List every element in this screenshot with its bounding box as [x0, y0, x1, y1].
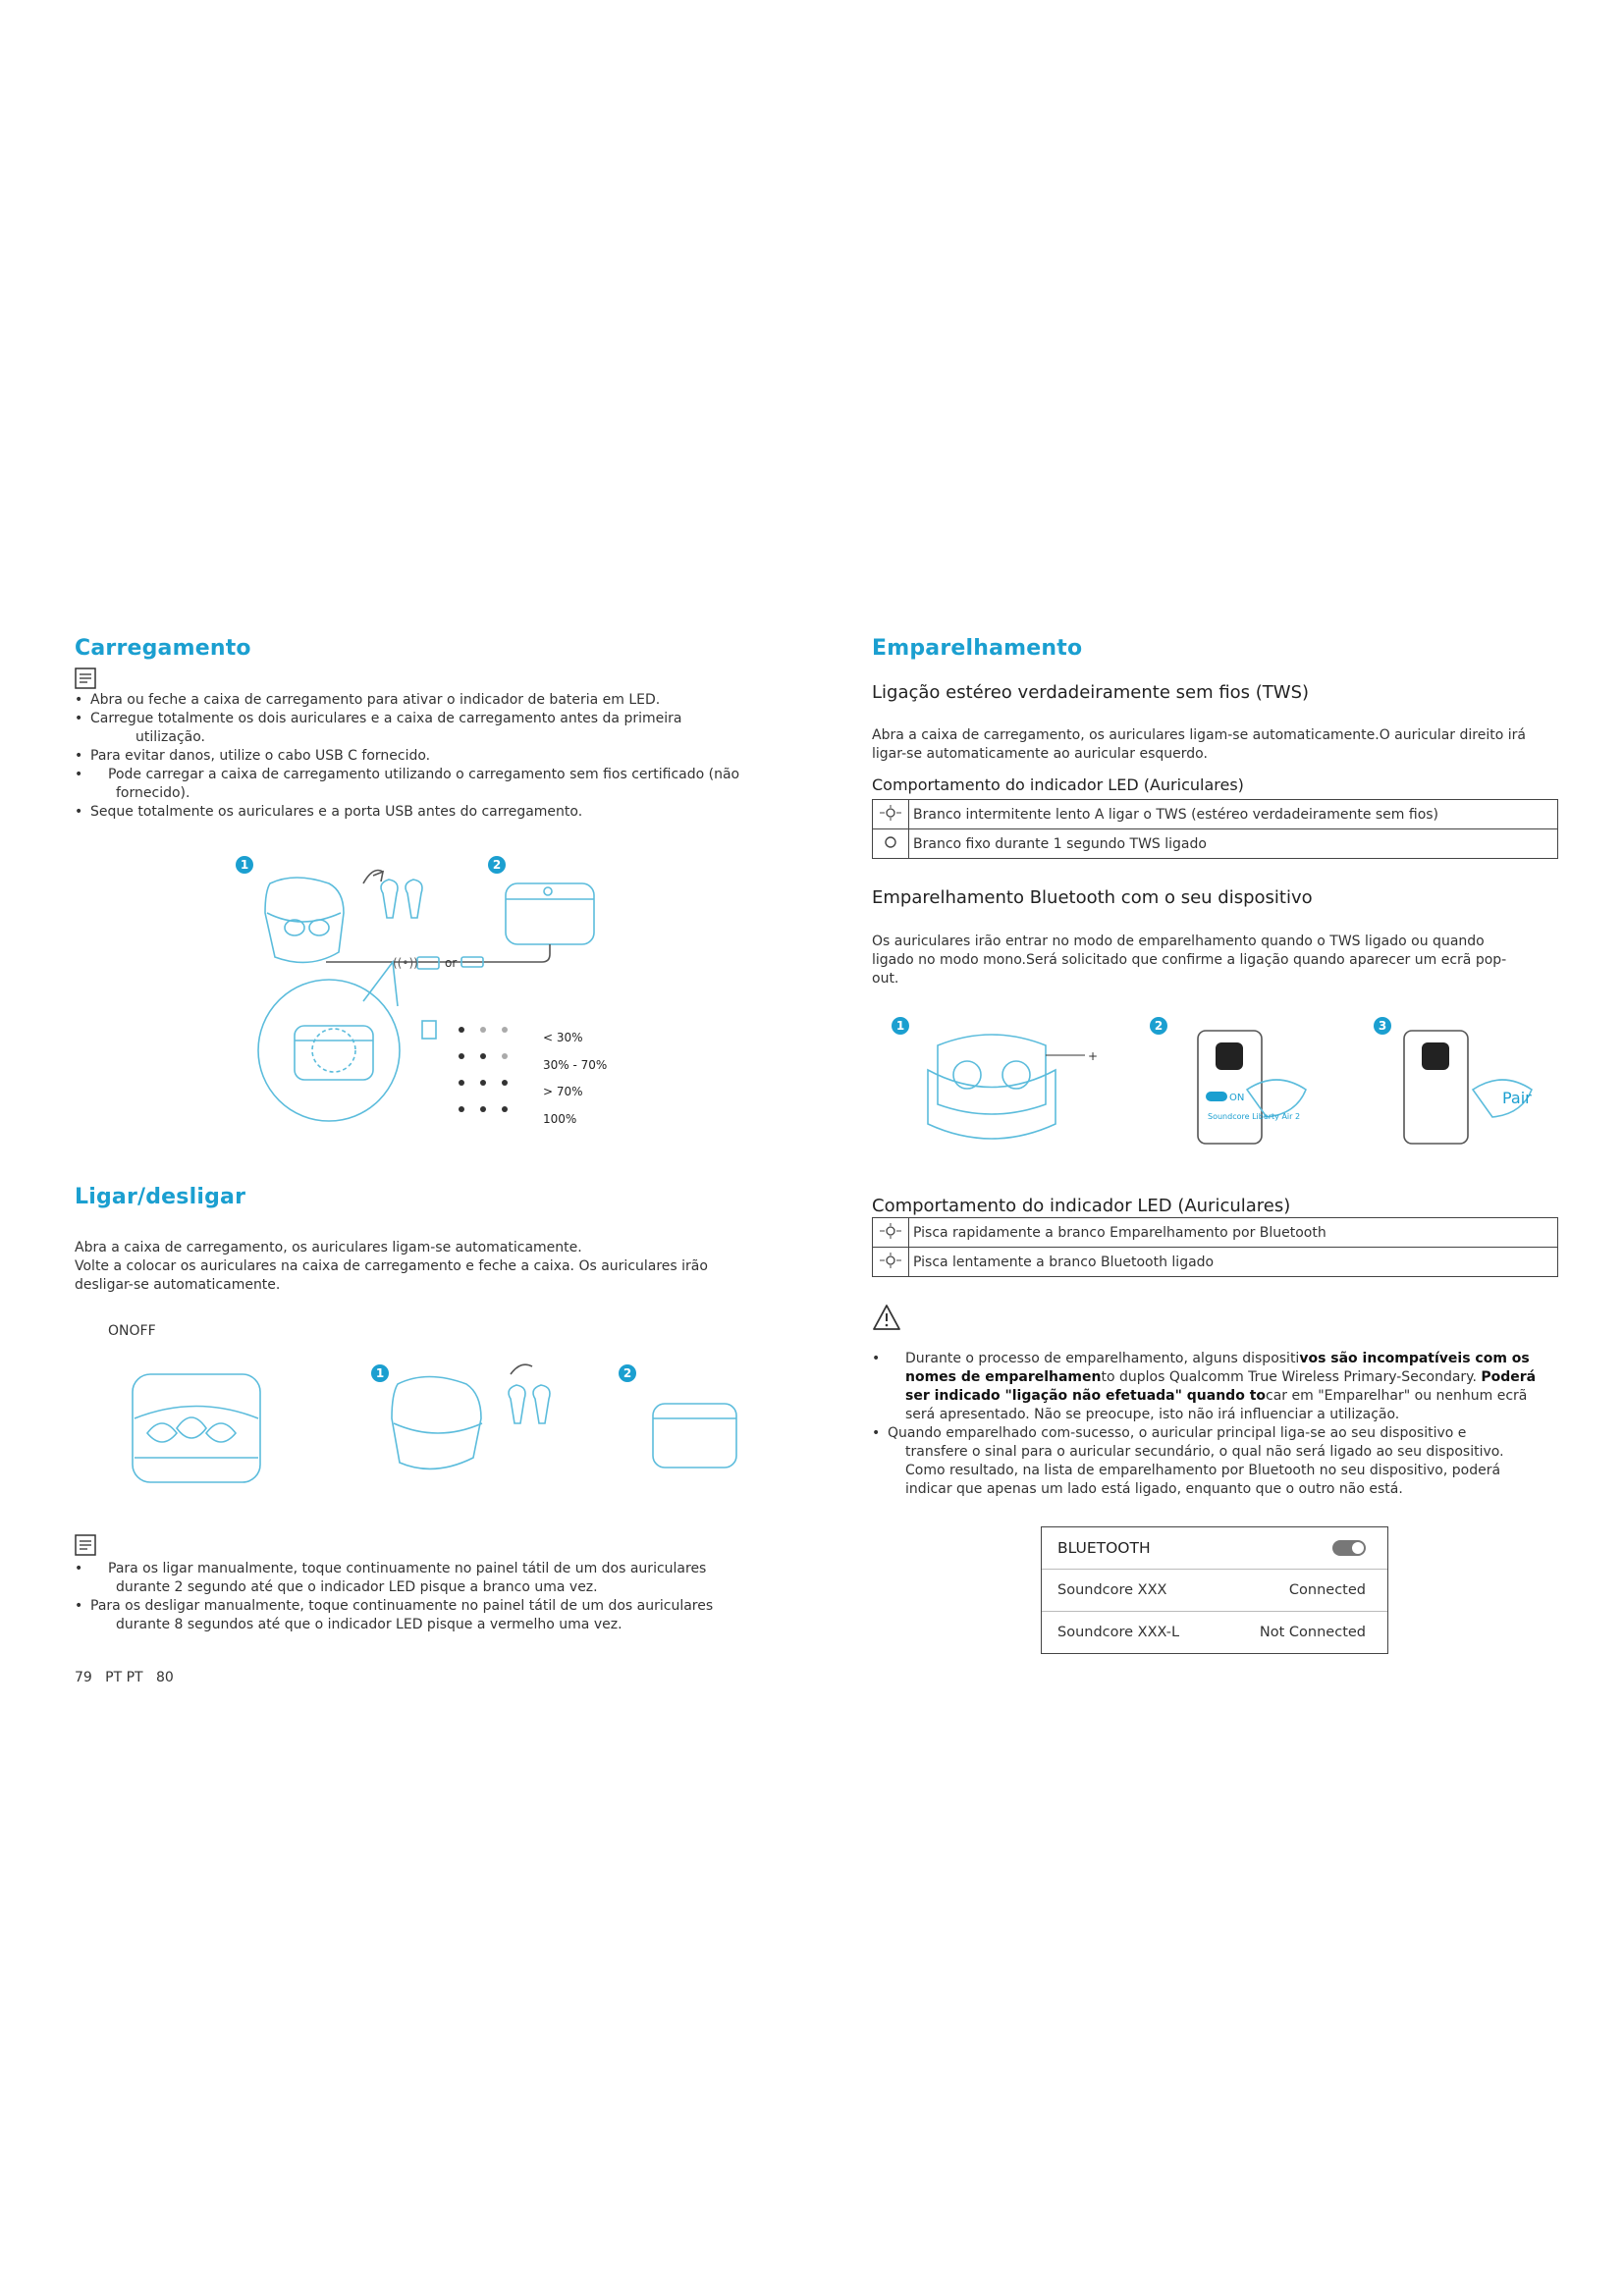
device-name: Soundcore XXX-L — [1057, 1625, 1180, 1640]
step-number-2: 2 — [488, 856, 506, 874]
power-illustration — [123, 1360, 751, 1497]
step-number-2: 2 — [1150, 1017, 1167, 1035]
svg-text:+: + — [1088, 1049, 1099, 1063]
led-table-2 — [872, 1217, 1558, 1277]
list-item: • Durante o processo de emparelhamento, alguns dispositivos são incompatíveis com os — [872, 1350, 1567, 1368]
bluetooth-title: BLUETOOTH — [1057, 1539, 1151, 1557]
paragraph-line: ligado no modo mono.Será solicitado que confirme a ligação quando aparecer um ecrã pop- — [872, 952, 1507, 968]
battery-level-1: < 30% — [543, 1031, 583, 1044]
tws-text — [872, 726, 1559, 764]
step-number-3: 3 — [1374, 1017, 1391, 1035]
paragraph-line: ligar-se automaticamente ao auricular esquerdo. — [872, 746, 1208, 762]
led-table-1 — [872, 799, 1558, 859]
led-row-text: Pisca lentamente a branco Bluetooth ligado — [909, 1248, 1558, 1277]
table-row — [873, 829, 1558, 859]
list-item: • Para os ligar manualmente, toque continuamente no painel tátil de um dos auriculares — [75, 1560, 782, 1578]
list-item-continuation: fornecido). — [116, 785, 190, 801]
onoff-label: ONOFF — [108, 1323, 156, 1339]
paragraph-line: Os auriculares irão entrar no modo de emparelhamento quando o TWS ligado ou quando — [872, 934, 1485, 949]
phone-device-label: Soundcore Liberty Air 2 — [1208, 1112, 1301, 1121]
paragraph-line: out. — [872, 971, 899, 987]
bluetooth-device-row[interactable] — [1042, 1611, 1387, 1653]
list-item: • Abra ou feche a caixa de carregamento para ativar o indicador de bateria em LED. — [75, 691, 782, 710]
led-row-text: Branco intermitente lento A ligar o TWS (estéreo verdadeiramente sem fios) — [909, 800, 1558, 829]
list-item-continuation: durante 2 segundo até que o indicador LED pisque a branco uma vez. — [116, 1579, 598, 1595]
blink-icon — [873, 1248, 909, 1277]
note-icon — [75, 1534, 96, 1556]
page-footer: 79 PT PT 80 — [75, 1670, 174, 1685]
bluetooth-device-list — [1041, 1526, 1388, 1654]
device-status: Connected — [1288, 1582, 1366, 1598]
paragraph-line: Volte a colocar os auriculares na caixa de carregamento e feche a caixa. Os auriculares irão — [75, 1258, 708, 1274]
charging-bullets — [75, 691, 782, 822]
list-item: • Seque totalmente os auriculares e a porta USB antes do carregamento. — [75, 803, 782, 822]
bt-text — [872, 933, 1559, 988]
step-number-1: 1 — [892, 1017, 909, 1035]
blink-icon — [873, 1218, 909, 1248]
solid-icon — [873, 829, 909, 859]
list-item-continuation: ser indicado "ligação não efetuada" quando tocar em "Emparelhar" ou nenhum ecrã — [905, 1388, 1528, 1404]
list-item-continuation: nomes de emparelhamento duplos Qualcomm True Wireless Primary-Secondary. Poderá — [905, 1369, 1537, 1385]
list-item-continuation: utilização. — [135, 729, 206, 745]
step-number-1: 1 — [236, 856, 253, 874]
warning-icon — [872, 1304, 901, 1331]
bluetooth-device-row[interactable] — [1042, 1569, 1387, 1611]
tws-heading: Ligação estéreo verdadeiramente sem fios (TWS) — [872, 682, 1310, 703]
led-row-text: Pisca rapidamente a branco Emparelhamento por Bluetooth — [909, 1218, 1558, 1248]
device-name: Soundcore XXX — [1057, 1582, 1167, 1598]
led-heading-2: Comportamento do indicador LED (Auriculares) — [872, 1196, 1291, 1216]
note-icon — [75, 667, 96, 689]
table-row — [873, 1218, 1558, 1248]
led-heading-1: Comportamento do indicador LED (Auriculares) — [872, 775, 1244, 794]
list-item: • Para os desligar manualmente, toque continuamente no painel tátil de um dos auriculares — [75, 1597, 782, 1616]
list-item: • Quando emparelhado com-sucesso, o auricular principal liga-se ao seu dispositivo e — [872, 1424, 1567, 1443]
warning-text — [872, 1350, 1567, 1499]
list-item-continuation: transfere o sinal para o auricular secundário, o qual não será ligado ao seu dispositivo. — [905, 1444, 1504, 1460]
paragraph-line: Abra a caixa de carregamento, os auriculares ligam-se automaticamente. — [75, 1240, 582, 1255]
paragraph-line: desligar-se automaticamente. — [75, 1277, 281, 1293]
list-item: • Para evitar danos, utilize o cabo USB C fornecido. — [75, 747, 782, 766]
list-item: • Carregue totalmente os dois auriculares e a caixa de carregamento antes da primeira — [75, 710, 782, 728]
power-notes — [75, 1560, 782, 1634]
led-row-text: Branco fixo durante 1 segundo TWS ligado — [909, 829, 1558, 859]
or-label: or — [445, 956, 458, 970]
charging-illustration — [226, 854, 648, 1158]
device-status: Not Connected — [1259, 1625, 1366, 1640]
battery-level-3: > 70% — [543, 1085, 583, 1098]
paragraph-line: Abra a caixa de carregamento, os auriculares ligam-se automaticamente.O auricular direito irá — [872, 727, 1526, 743]
charging-title: Carregamento — [75, 636, 251, 661]
power-title: Ligar/desligar — [75, 1185, 246, 1209]
step-number-1: 1 — [371, 1364, 389, 1382]
list-item-continuation: indicar que apenas um lado está ligado, enquanto que o outro não está. — [905, 1481, 1403, 1497]
blink-icon — [873, 800, 909, 829]
step-number-2: 2 — [619, 1364, 636, 1382]
bluetooth-header — [1042, 1527, 1387, 1569]
phone-pair-label: Pair — [1502, 1089, 1532, 1107]
table-row — [873, 800, 1558, 829]
battery-level-4: 100% — [543, 1112, 577, 1126]
pairing-illustration — [923, 1021, 1561, 1158]
list-item-continuation: será apresentado. Não se preocupe, isto não irá influenciar a utilização. — [905, 1407, 1400, 1422]
bt-heading: Emparelhamento Bluetooth com o seu dispositivo — [872, 887, 1313, 908]
phone-on-label: ON — [1229, 1093, 1245, 1103]
table-row — [873, 1248, 1558, 1277]
list-item-continuation: Como resultado, na lista de emparelhamento por Bluetooth no seu dispositivo, poderá — [905, 1463, 1501, 1478]
battery-level-2: 30% - 70% — [543, 1058, 608, 1072]
power-text — [75, 1239, 782, 1295]
pairing-title: Emparelhamento — [872, 636, 1083, 661]
bluetooth-toggle[interactable] — [1332, 1540, 1366, 1556]
svg-text:((•)): ((•)) — [393, 956, 418, 970]
list-item: • Pode carregar a caixa de carregamento utilizando o carregamento sem fios certificado (não — [75, 766, 782, 784]
list-item-continuation: durante 8 segundos até que o indicador LED pisque a vermelho uma vez. — [116, 1617, 623, 1632]
